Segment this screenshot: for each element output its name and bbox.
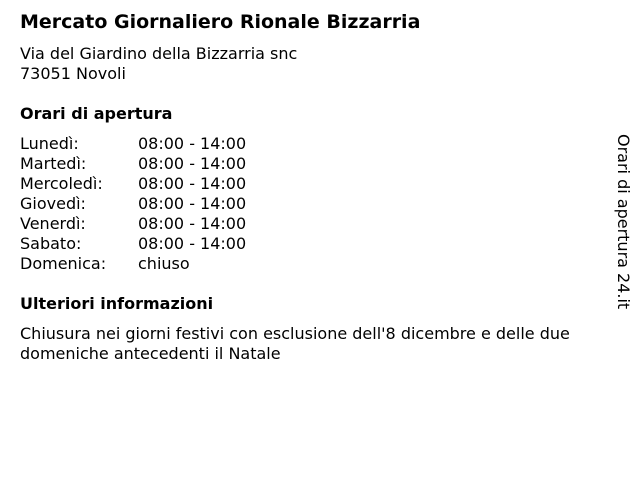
hours-row-friday [20, 214, 246, 234]
watermark-text: Orari di apertura 24.it [614, 134, 633, 310]
hours-day: Martedì: [20, 154, 87, 173]
hours-day: Venerdì: [20, 214, 86, 233]
hours-day: Mercoledì: [20, 174, 103, 193]
hours-row-wednesday [20, 174, 246, 194]
hours-time: chiuso [138, 254, 190, 273]
address-street: Via del Giardino della Bizzarria snc [20, 44, 298, 63]
store-title: Mercato Giornaliero Rionale Bizzarria [20, 11, 421, 33]
info-heading: Ulteriori informazioni [20, 294, 214, 313]
hours-row-tuesday [20, 154, 246, 174]
hours-time: 08:00 - 14:00 [138, 154, 247, 173]
info-text: Chiusura nei giorni festivi con esclusione dell'8 dicembre e delle due domeniche antecedenti il Natale [20, 324, 570, 363]
hours-heading: Orari di apertura [20, 104, 173, 123]
hours-row-monday [20, 134, 246, 154]
hours-day: Sabato: [20, 234, 82, 253]
hours-day: Domenica: [20, 254, 107, 273]
hours-time: 08:00 - 14:00 [138, 194, 247, 213]
hours-day: Giovedì: [20, 194, 86, 213]
hours-row-saturday [20, 234, 246, 254]
hours-day: Lunedì: [20, 134, 79, 153]
hours-time: 08:00 - 14:00 [138, 214, 247, 233]
hours-time: 08:00 - 14:00 [138, 174, 247, 193]
hours-row-sunday [20, 254, 246, 274]
site-watermark [608, 134, 638, 324]
address-city: 73051 Novoli [20, 64, 126, 83]
hours-time: 08:00 - 14:00 [138, 134, 247, 153]
hours-time: 08:00 - 14:00 [138, 234, 247, 253]
hours-table [20, 134, 246, 274]
hours-row-thursday [20, 194, 246, 214]
store-address [20, 44, 297, 84]
